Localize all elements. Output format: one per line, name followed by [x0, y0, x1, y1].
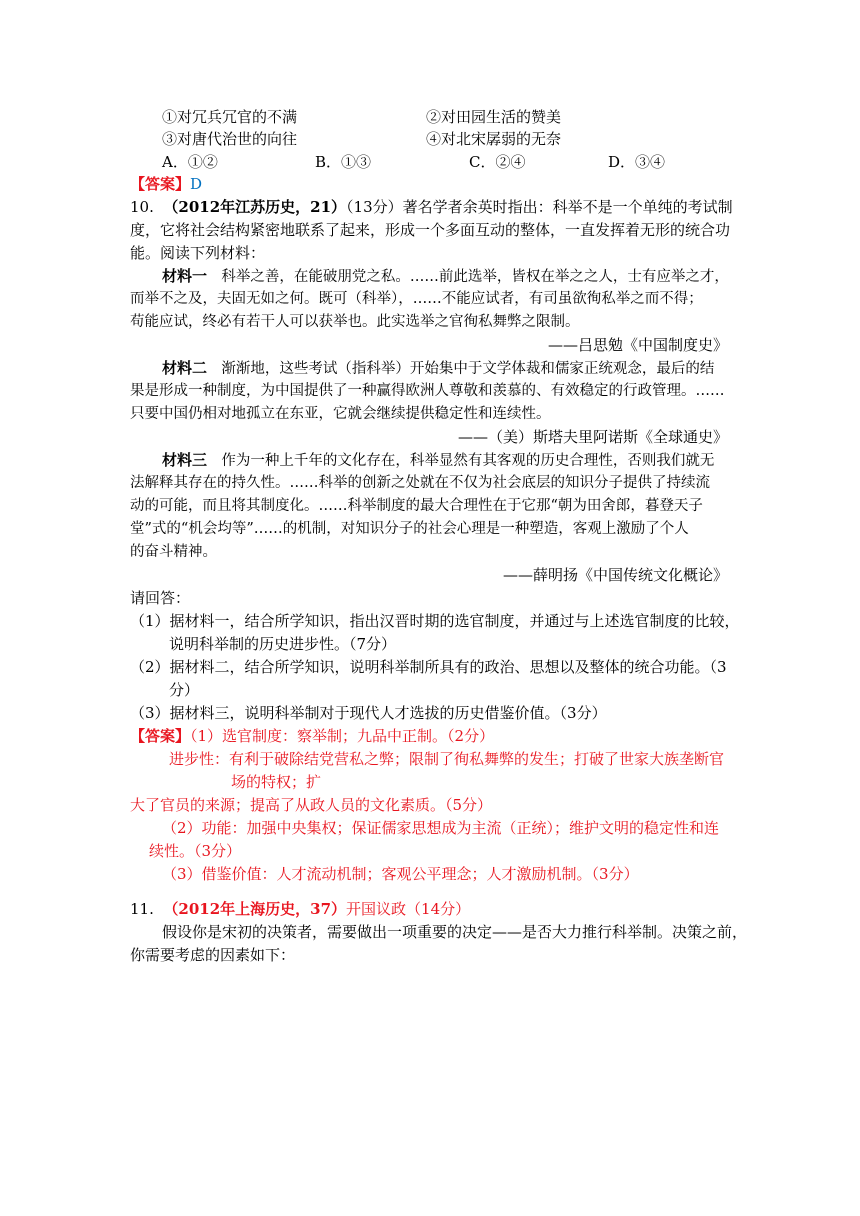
q9-answer — [130, 173, 202, 195]
choice-d: D．③④ — [608, 153, 666, 171]
sub-question-3: （3）据材料三，说明科举制对于现代人才选拔的历史借鉴价值。（3分） — [130, 704, 607, 722]
material-text: 动的可能，而且将其制度化。……科举制度的最大合理性在于它那“朝为田舍郎，暮登天子 — [130, 498, 703, 514]
answer-value: D — [190, 175, 203, 193]
answer-text: 进步性：有利于破除结党营私之弊；限制了徇私舞弊的发生；打破了世家大族垄断官 — [169, 750, 725, 768]
q10-intro-line: 能。阅读下列材料： — [130, 244, 266, 262]
material-text: 法解释其存在的持久性。……科举的创新之处就在不仅为社会底层的知识分子提供了持续流 — [130, 475, 710, 491]
material-2 — [162, 357, 714, 380]
q11-text: 你需要考虑的因素如下： — [130, 946, 296, 964]
q11-heading — [130, 898, 470, 920]
answer-text: 场的特权；扩 — [231, 773, 322, 791]
material-label: 材料三 — [162, 451, 208, 469]
material-source: ——吕思勉《中国制度史》 — [547, 336, 728, 354]
q10-answer — [130, 725, 494, 747]
sub-question-2: （2）据材料二，结合所学知识，说明科举制所具有的政治、思想以及整体的统合功能。（3 — [130, 658, 727, 676]
sub-question-1: （1）据材料一，结合所学知识，指出汉晋时期的选官制度，并通过与上述选官制度的比较， — [130, 612, 740, 630]
material-source: ——薛明扬《中国传统文化概论》 — [502, 566, 728, 584]
sub-question-1-cont: 说明科举制的历史进步性。（7分） — [169, 635, 397, 653]
q10-heading — [130, 196, 733, 218]
sub-question-2-cont: 分） — [169, 681, 200, 699]
material-3 — [162, 449, 714, 472]
option-4: ④对北宋孱弱的无奈 — [426, 130, 562, 148]
material-text: 作为一种上千年的文化存在，科举显然有其客观的历史合理性，否则我们就无 — [221, 453, 715, 469]
answer-text: 大了官员的来源；提高了从政人员的文化素质。（5分） — [130, 796, 493, 814]
material-text: 的奋斗精神。 — [130, 544, 217, 560]
material-text: 堂”式的“机会均等”……的机制，对知识分子的社会心理是一种塑造，客观上激励了个人 — [130, 521, 689, 537]
choice-c: C．②④ — [469, 153, 526, 171]
material-text: 科举之善，在能破朋党之私。……前此选举，皆权在举之之人，士有应举之才， — [221, 269, 729, 285]
question-source: （2012年上海历史，37） — [163, 900, 347, 918]
answer-1: （1）选官制度：察举制；九品中正制。（2分） — [190, 727, 495, 745]
question-number: 11. — [130, 900, 154, 918]
material-1 — [162, 265, 729, 288]
answer-2: （2）功能：加强中央集权；保证儒家思想成为主流（正统）；维护文明的稳定性和连 — [162, 819, 720, 837]
question-number: 10. — [130, 198, 154, 216]
material-text: 只要中国仍相对地孤立在东亚，它就会继续提供稳定性和连续性。 — [130, 406, 551, 422]
material-text: 而举不之及，夫固无如之何。既可（科举），……不能应试者，有司虽欲徇私举之而不得； — [130, 291, 703, 307]
q10-intro-line: 度，它将社会结构紧密地联系了起来，形成一个多面互动的整体，一直发挥着无形的统合功 — [130, 221, 731, 239]
choice-b: B．①③ — [315, 153, 372, 171]
question-source: （2012年江苏历史，21） — [163, 198, 347, 216]
option-2: ②对田园生活的赞美 — [426, 108, 562, 126]
material-text: 果是形成一种制度，为中国提供了一种赢得欧洲人尊敬和羡慕的、有效稳定的行政管理。…… — [130, 383, 725, 399]
material-text: 苟能应试，终必有若干人可以获举也。此实选举之官徇私舞弊之限制。 — [130, 314, 580, 330]
answer-3: （3）借鉴价值：人才流动机制；客观公平理念；人才激励机制。（3分） — [162, 865, 639, 883]
answer-2-cont: 续性。（3分） — [149, 842, 242, 860]
option-1: ①对冗兵冗官的不满 — [162, 108, 298, 126]
answer-label: 【答案】 — [130, 175, 191, 193]
question-intro: （13分）著名学者余英时指出：科举不是一个单纯的考试制 — [346, 198, 733, 216]
material-text: 渐渐地，这些考试（指科举）开始集中于文学体裁和儒家正统观念，最后的结 — [221, 361, 715, 377]
question-title: 开国议政（14分） — [346, 900, 471, 918]
option-3: ③对唐代治世的向往 — [162, 130, 298, 148]
choice-a: A．①② — [162, 153, 218, 171]
material-source: ——（美）斯塔夫里阿诺斯《全球通史》 — [457, 428, 728, 446]
q11-text: 假设你是宋初的决策者，需要做出一项重要的决定——是否大力推行科举制。决策之前， — [162, 923, 748, 941]
material-label: 材料一 — [162, 267, 208, 285]
material-label: 材料二 — [162, 359, 208, 377]
ask-prompt: 请回答： — [130, 589, 191, 607]
answer-label: 【答案】 — [130, 727, 191, 745]
